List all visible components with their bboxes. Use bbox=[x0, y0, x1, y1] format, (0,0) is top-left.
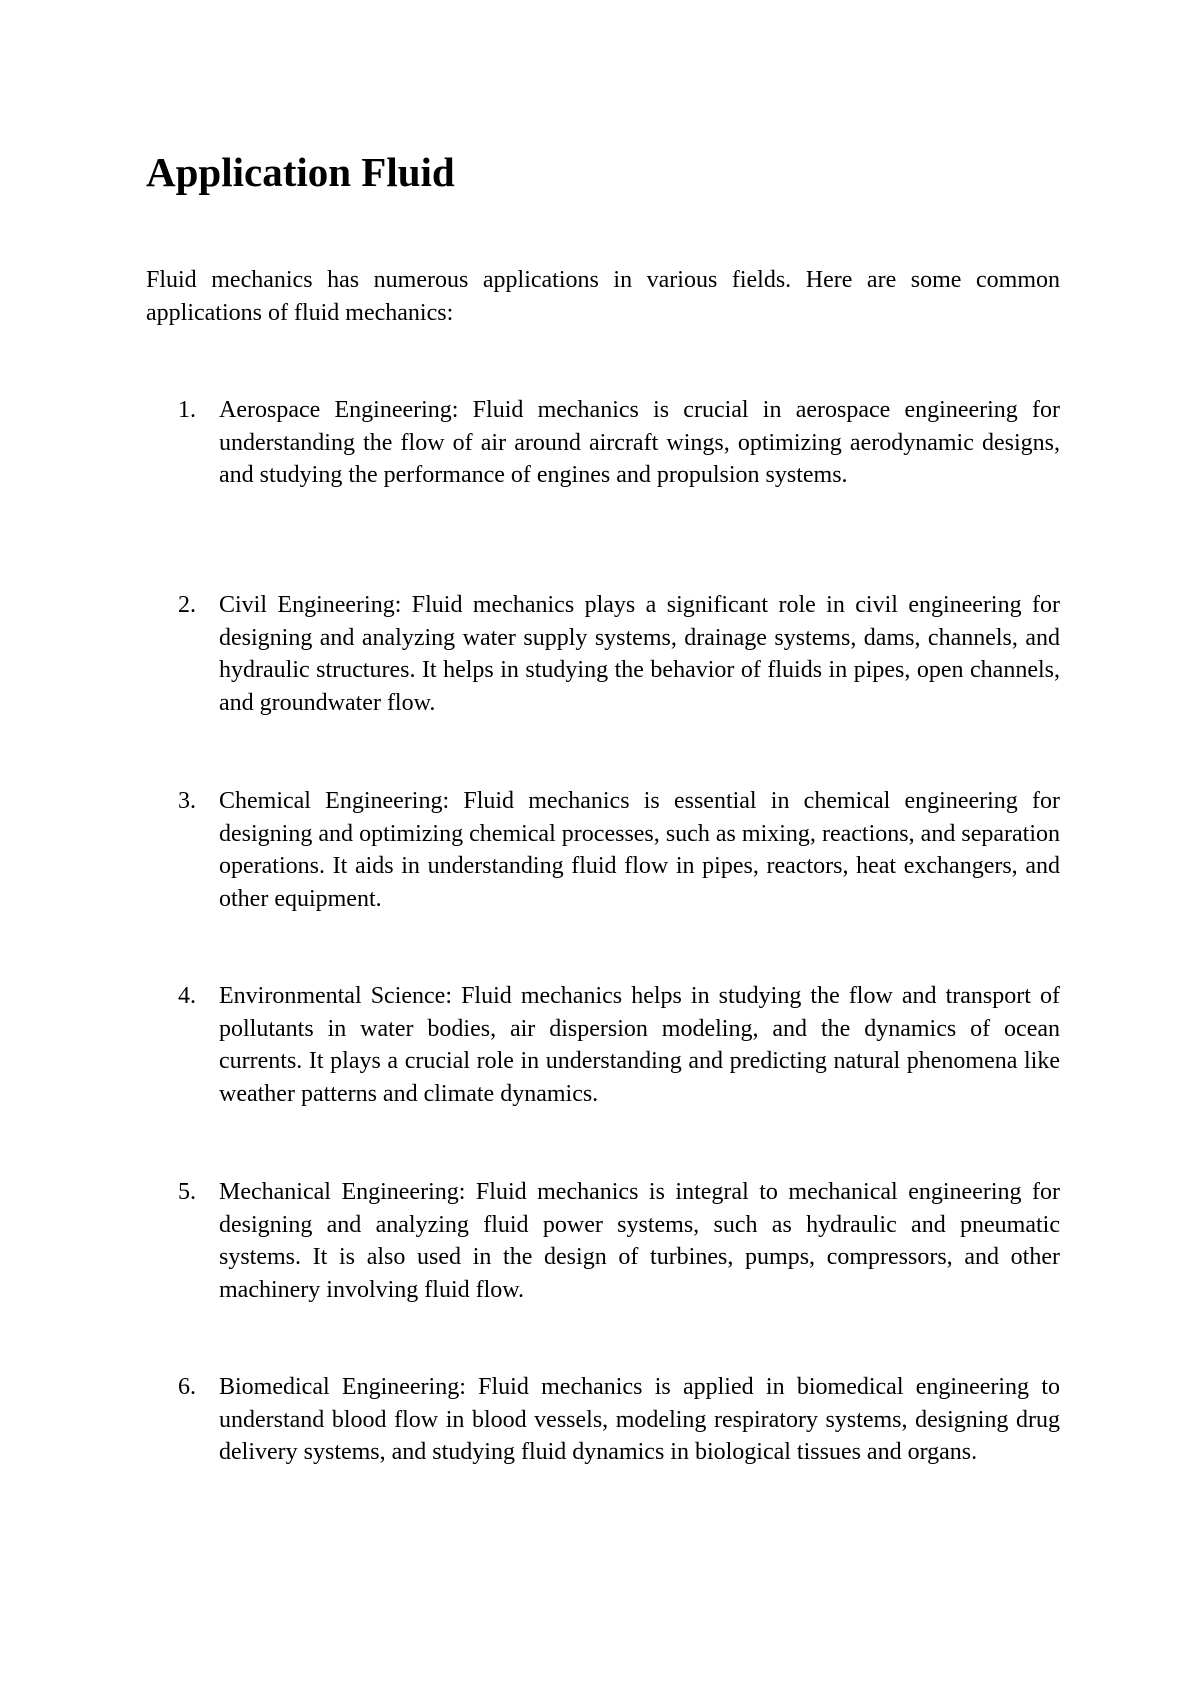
list-item-number: 3. bbox=[178, 788, 196, 814]
intro-paragraph: Fluid mechanics has numerous applications in various fields. Here are some common applications of fluid mechanics: bbox=[146, 267, 1060, 326]
list-item-text: Aerospace Engineering: Fluid mechanics is crucial in aerospace engineering for understanding the flow of air around aircraft wings, optimizing aerodynamic designs, and studying the performance of engines and propulsion systems. bbox=[219, 397, 1060, 488]
list-item-number: 1. bbox=[178, 397, 196, 423]
list-item-number: 4. bbox=[178, 983, 196, 1009]
list-item-text: Mechanical Engineering: Fluid mechanics is integral to mechanical engineering for designing and analyzing fluid power systems, such as hydraulic and pneumatic systems. It is also used in the design of turbines, pumps, compressors, and other machinery involving fluid flow. bbox=[219, 1179, 1060, 1303]
list-item-number: 5. bbox=[178, 1179, 196, 1205]
list-item-text: Environmental Science: Fluid mechanics helps in studying the flow and transport of pollutants in water bodies, air dispersion modeling, and the dynamics of ocean currents. It plays a crucial role in understanding and predicting natural phenomena like weather patterns and climate dynamics. bbox=[219, 983, 1060, 1107]
list-item-number: 6. bbox=[178, 1374, 196, 1400]
list-item-text: Chemical Engineering: Fluid mechanics is essential in chemical engineering for designing and optimizing chemical processes, such as mixing, reactions, and separation operations. It aids in understanding fluid flow in pipes, reactors, heat exchangers, and other equipment. bbox=[219, 788, 1060, 912]
list-item-text: Biomedical Engineering: Fluid mechanics is applied in biomedical engineering to understand blood flow in blood vessels, modeling respiratory systems, designing drug delivery systems, and studying fluid dynamics in biological tissues and organs. bbox=[219, 1374, 1060, 1465]
list-item-text: Civil Engineering: Fluid mechanics plays a significant role in civil engineering for designing and analyzing water supply systems, drainage systems, dams, channels, and hydraulic structures. It helps in studying the behavior of fluids in pipes, open channels, and groundwater flow. bbox=[219, 592, 1060, 716]
document-title: Application Fluid bbox=[146, 149, 455, 195]
list-item-number: 2. bbox=[178, 592, 196, 618]
